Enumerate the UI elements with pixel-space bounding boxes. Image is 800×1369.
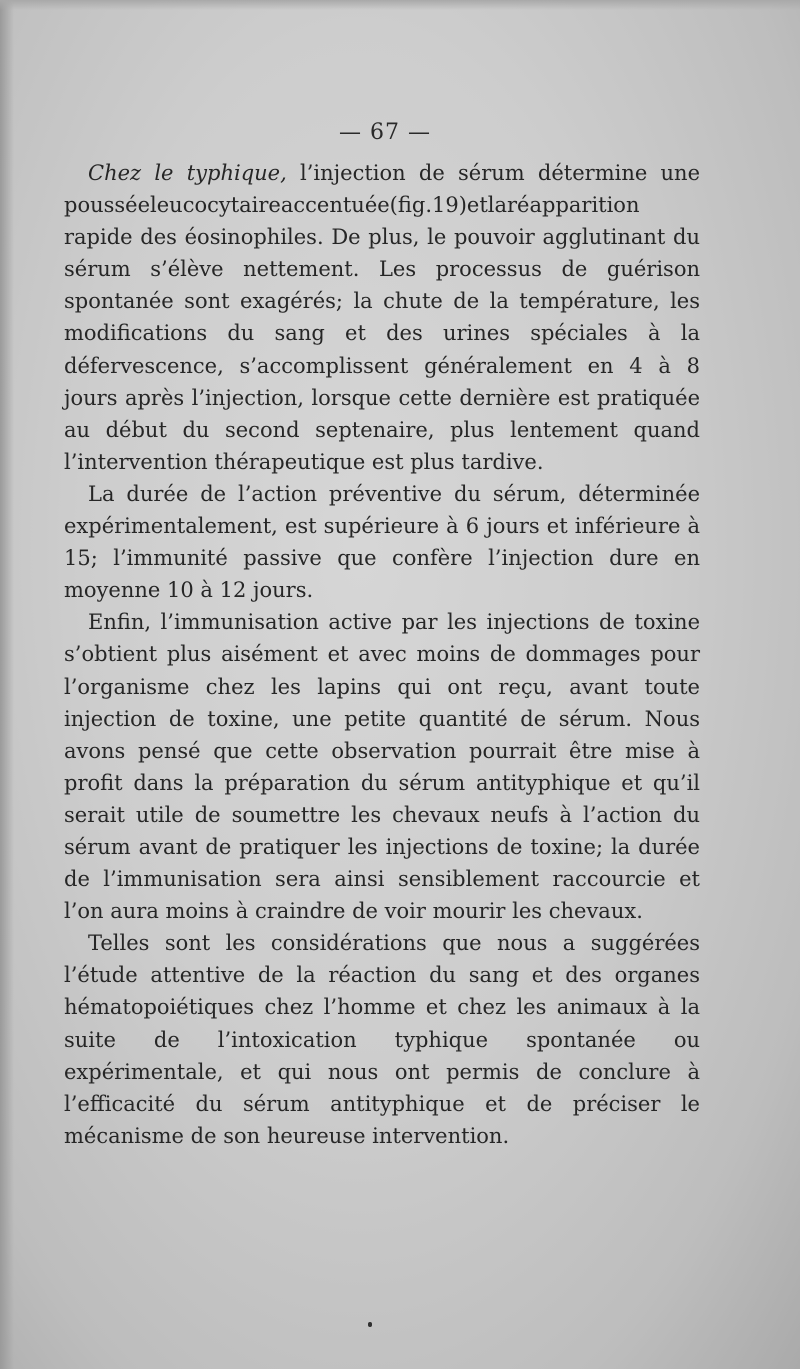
ink-speck (368, 1322, 372, 1327)
page-top-shadow (0, 0, 800, 10)
paragraph-2: La durée de l’action préventive du sérum, déterminée expérimentalement, est supérieure à 6 jours et inférieure à 15; l’immunité passive que confère l’injection dure en moyenne 10 à 12 jours. (64, 481, 700, 603)
paragraph-4: Telles sont les considérations que nous a suggérées l’étude attentive de la réaction du sang et des organes hématopoiétiques chez l’homme et chez les animaux à la suite de l’intoxication typhique spontanée ou expérimentale, et qui nous ont permis de conclure à l’efficacité du sérum antityphique et de préciser le mécanisme de son heureuse intervention. (64, 931, 700, 1148)
page-left-shadow (0, 0, 14, 1369)
paragraph-1 (64, 157, 700, 478)
paragraph-1-lead: Chez le typhique, (88, 161, 287, 185)
paragraph-1-text: l’injection de sérum détermine une pousséeleucocytaireaccentuée(fig.19)etlaréapparition rapide des éosinophiles. De plus, le pouvoir agglutinant du sérum s’élève nettement. Les processus de guérison spontanée sont exagérés; la chute de la température, les modifications du sang et des urines spéciales à la défervescence, s’accomplissent généralement en 4 à 8 jours après l’injection, lorsque cette dernière est pratiquée au début du second septenaire, plus lentement quand l’intervention thérapeutique est plus tardive. (64, 161, 700, 474)
paragraph-3: Enfin, l’immunisation active par les injections de toxine s’obtient plus aisément et avec moins de dommages pour l’organisme chez les lapins qui ont reçu, avant toute injection de toxine, une petite quantité de sérum. Nous avons pensé que cette observation pourrait être mise à profit dans la préparation du sérum antityphique et qu’il serait utile de soumettre les chevaux neufs à l’action du sérum avant de pratiquer les injections de toxine; la durée de l’immunisation sera ainsi sensiblement raccourcie et l’on aura moins à craindre de voir mourir les chevaux. (64, 610, 700, 924)
body-text (64, 157, 700, 1152)
page-number: — 67 — (339, 120, 431, 145)
